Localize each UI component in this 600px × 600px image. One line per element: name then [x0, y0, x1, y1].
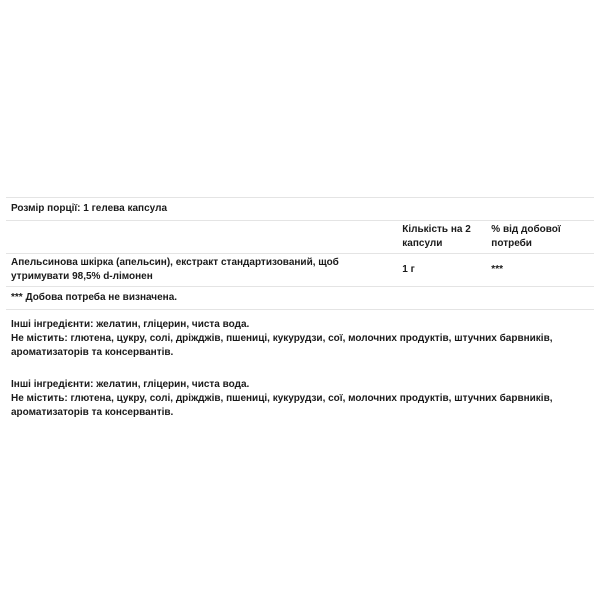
- daily-value-footnote: *** Добова потреба не визначена.: [6, 287, 594, 310]
- ingredient-daily-value: ***: [486, 254, 594, 287]
- ingredient-name: Апельсинова шкірка (апельсин), екстракт стандартизований, щоб утримувати 98,5% d-лімонен: [6, 254, 397, 287]
- footnote-row: [6, 287, 594, 310]
- other-ingredients-line: Інші інгредієнти: желатин, гліцерин, чиста вода.: [11, 319, 250, 330]
- ingredient-amount: 1 г: [397, 254, 486, 287]
- header-empty-cell: [6, 221, 397, 254]
- free-of-line: Не містить: глютена, цукру, солі, дріжджів, пшениці, кукурудзи, сої, молочних продуктів, штучних барвників, ароматизаторів та консервантів.: [11, 393, 553, 418]
- other-ingredients-block: [6, 318, 594, 360]
- table-header-row: [6, 221, 594, 254]
- free-of-line: Не містить: глютена, цукру, солі, дріжджів, пшениці, кукурудзи, сої, молочних продуктів, штучних барвників, ароматизаторів та консервантів.: [11, 333, 553, 358]
- supplement-facts-table: [6, 197, 594, 310]
- daily-value-header: % від добової потреби: [486, 221, 594, 254]
- amount-per-serving-header: Кількість на 2 капсули: [397, 221, 486, 254]
- supplement-facts-panel: [6, 197, 594, 420]
- other-ingredients-line: Інші інгредієнти: желатин, гліцерин, чиста вода.: [11, 379, 250, 390]
- serving-size-text: Розмір порції: 1 гелева капсула: [6, 198, 594, 221]
- other-ingredients-block: [6, 378, 594, 420]
- serving-size-row: [6, 198, 594, 221]
- table-row: [6, 254, 594, 287]
